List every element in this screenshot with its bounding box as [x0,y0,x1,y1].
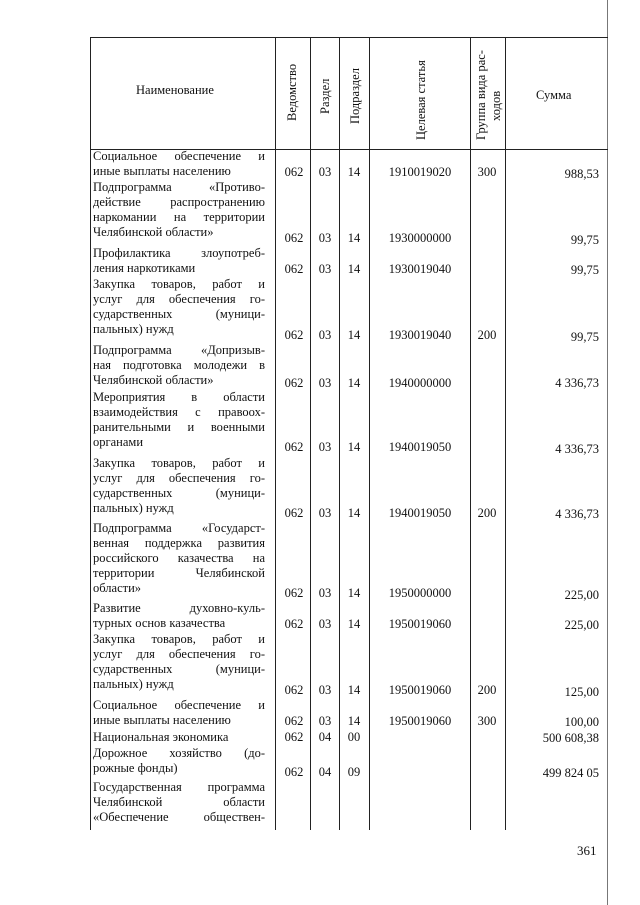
cell-vedomstvo: 062 [284,231,304,245]
cell-razdel: 03 [318,376,332,390]
cell-podrazdel: 14 [347,617,361,631]
cell-vedomstvo: 062 [284,328,304,342]
col-border-5 [470,37,471,830]
cell-summa: 499 824 05 [542,766,599,780]
cell-podrazdel: 14 [347,262,361,276]
cell-gruppa: 200 [477,683,497,697]
row-name: Национальная экономика [93,730,229,744]
cell-vedomstvo: 062 [284,262,304,276]
cell-celevaya: 1950019060 [388,617,452,631]
header-gruppa-1: Группа вида рас- [474,50,488,140]
cell-podrazdel: 14 [347,376,361,390]
header-gruppa-2: ходов [489,90,503,121]
col-border-2 [310,37,311,830]
cell-podrazdel: 14 [347,440,361,454]
cell-gruppa: 200 [477,328,497,342]
cell-podrazdel: 14 [347,165,361,179]
cell-podrazdel: 14 [347,506,361,520]
cell-razdel: 03 [318,440,332,454]
header-summa: Сумма [536,88,572,102]
cell-razdel: 03 [318,586,332,600]
cell-razdel: 03 [318,617,332,631]
cell-podrazdel: 00 [347,730,361,744]
cell-vedomstvo: 062 [284,617,304,631]
row-name: Дорожное хозяйство (до- рожные фонды) [93,746,265,775]
cell-vedomstvo: 062 [284,440,304,454]
cell-summa: 99,75 [570,263,599,277]
cell-podrazdel: 14 [347,328,361,342]
header-vedomstvo: Ведомство [285,63,299,121]
cell-summa: 100,00 [564,715,599,729]
header-name: Наименование [136,83,214,97]
header-razdel: Раздел [318,78,332,114]
cell-celevaya: 1950000000 [388,586,452,600]
cell-celevaya: 1930000000 [388,231,452,245]
cell-summa: 988,53 [564,167,599,181]
row-name: Социальное обеспечение и иные выплаты населению [93,698,265,727]
header-podrazdel: Подраздел [348,68,362,124]
cell-vedomstvo: 062 [284,376,304,390]
row-name: Подпрограмма «Государст- венная поддержка развития российского казачества на территории Челябинской области» [93,521,265,595]
cell-razdel: 03 [318,165,332,179]
cell-summa: 225,00 [564,618,599,632]
row-name: Закупка товаров, работ и услуг для обеспечения го- сударственных (муници- пальных) нужд [93,632,265,691]
cell-razdel: 03 [318,328,332,342]
cell-gruppa: 300 [477,714,497,728]
cell-summa: 4 336,73 [555,376,599,390]
cell-podrazdel: 09 [347,765,361,779]
row-name: Развитие духовно-куль- турных основ казачества [93,601,265,630]
cell-celevaya: 1940019050 [388,440,452,454]
row-name: Подпрограмма «Допризыв- ная подготовка молодежи в Челябинской области» [93,343,265,387]
col-border-1 [275,37,276,830]
cell-podrazdel: 14 [347,231,361,245]
cell-razdel: 03 [318,262,332,276]
cell-celevaya: 1930019040 [388,328,452,342]
cell-vedomstvo: 062 [284,165,304,179]
col-border-3 [339,37,340,830]
cell-summa: 125,00 [564,685,599,699]
cell-podrazdel: 14 [347,714,361,728]
cell-razdel: 03 [318,714,332,728]
cell-celevaya: 1910019020 [388,165,452,179]
cell-razdel: 03 [318,506,332,520]
row-name: Подпрограмма «Противо- действие распространению наркомании на территории Челябинской области» [93,180,265,239]
page-number: 361 [577,843,597,858]
row-name: Социальное обеспечение и иные выплаты населению [93,149,265,178]
cell-gruppa: 300 [477,165,497,179]
cell-vedomstvo: 062 [284,714,304,728]
col-border-6 [505,37,506,830]
row-name: Профилактика злоупотреб- ления наркотиками [93,246,265,275]
cell-summa: 225,00 [564,588,599,602]
cell-summa: 4 336,73 [555,442,599,456]
row-name: Закупка товаров, работ и услуг для обеспечения го- сударственных (муници- пальных) нужд [93,277,265,336]
cell-celevaya: 1950019060 [388,683,452,697]
cell-podrazdel: 14 [347,586,361,600]
cell-vedomstvo: 062 [284,506,304,520]
row-name: Закупка товаров, работ и услуг для обеспечения го- сударственных (муници- пальных) нужд [93,456,265,515]
table-top-border [90,37,608,38]
col-border-4 [369,37,370,830]
cell-celevaya: 1940000000 [388,376,452,390]
cell-summa: 99,75 [570,330,599,344]
cell-summa: 99,75 [570,233,599,247]
cell-celevaya: 1930019040 [388,262,452,276]
col-border-0 [90,37,91,830]
cell-gruppa: 200 [477,506,497,520]
cell-razdel: 04 [318,730,332,744]
cell-vedomstvo: 062 [284,586,304,600]
page-edge [607,0,608,905]
cell-podrazdel: 14 [347,683,361,697]
row-name: Мероприятия в области взаимодействия с правоох- ранительными и военными органами [93,390,265,449]
cell-vedomstvo: 062 [284,730,304,744]
header-celevaya: Целевая статья [414,60,428,140]
cell-vedomstvo: 062 [284,765,304,779]
cell-razdel: 03 [318,683,332,697]
cell-celevaya: 1950019060 [388,714,452,728]
cell-razdel: 04 [318,765,332,779]
cell-celevaya: 1940019050 [388,506,452,520]
cell-summa: 500 608,38 [542,731,599,745]
cell-razdel: 03 [318,231,332,245]
cell-summa: 4 336,73 [555,507,599,521]
row-name: Государственная программа Челябинской области «Обеспечение обществен- [93,780,265,824]
cell-vedomstvo: 062 [284,683,304,697]
